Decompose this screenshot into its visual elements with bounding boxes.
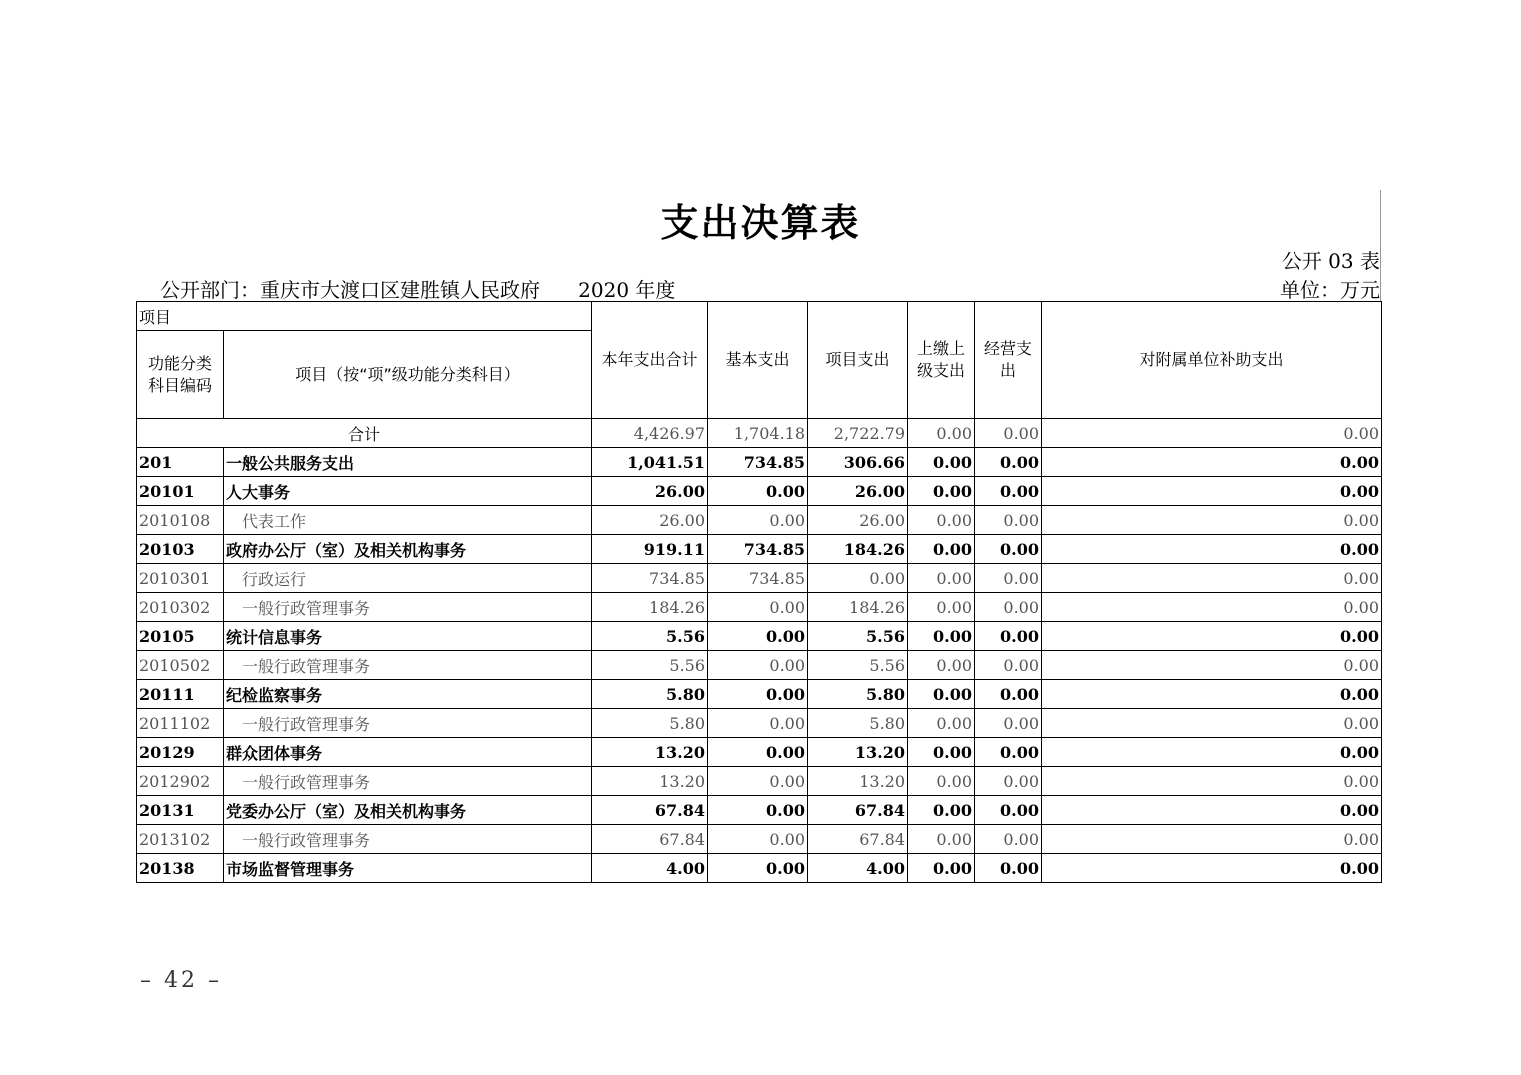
- cell-total: 67.84: [592, 825, 708, 854]
- table-row: [137, 535, 1382, 564]
- table-row: [137, 767, 1382, 796]
- cell-name: 市场监督管理事务: [224, 854, 592, 883]
- header-total: 本年支出合计: [592, 302, 708, 419]
- cell-basic: 0.00: [708, 767, 808, 796]
- cell-upper: 0.00: [908, 767, 975, 796]
- cell-name: 一般行政管理事务: [224, 593, 592, 622]
- cell-project: 13.20: [808, 738, 908, 767]
- total-basic: 1,704.18: [708, 419, 808, 448]
- cell-basic: 0.00: [708, 854, 808, 883]
- cell-operating: 0.00: [975, 709, 1042, 738]
- header-project: 项目支出: [808, 302, 908, 419]
- header-basic: 基本支出: [708, 302, 808, 419]
- cell-name: 一般公共服务支出: [224, 448, 592, 477]
- cell-subsidiary: 0.00: [1042, 738, 1382, 767]
- header-code-line1: 功能分类: [147, 353, 212, 373]
- cell-project: 13.20: [808, 767, 908, 796]
- cell-operating: 0.00: [975, 738, 1042, 767]
- total-project: 2,722.79: [808, 419, 908, 448]
- cell-project: 67.84: [808, 825, 908, 854]
- department-name: 公开部门：重庆市大渡口区建胜镇人民政府: [160, 278, 540, 302]
- cell-operating: 0.00: [975, 651, 1042, 680]
- total-label: 合计: [137, 419, 592, 448]
- header-code-line2: 科目编码: [147, 375, 212, 395]
- cell-operating: 0.00: [975, 622, 1042, 651]
- cell-basic: 0.00: [708, 738, 808, 767]
- cell-basic: 734.85: [708, 564, 808, 593]
- cell-upper: 0.00: [908, 448, 975, 477]
- cell-code: 20105: [137, 622, 224, 651]
- cell-subsidiary: 0.00: [1042, 680, 1382, 709]
- department-line: [160, 274, 675, 303]
- total-total: 4,426.97: [592, 419, 708, 448]
- cell-code: 20131: [137, 796, 224, 825]
- header-item: 项目: [137, 302, 592, 331]
- cell-name: 一般行政管理事务: [224, 767, 592, 796]
- cell-subsidiary: 0.00: [1042, 651, 1382, 680]
- cell-operating: 0.00: [975, 593, 1042, 622]
- cell-upper: 0.00: [908, 709, 975, 738]
- total-upper: 0.00: [908, 419, 975, 448]
- table-row: [137, 738, 1382, 767]
- cell-project: 26.00: [808, 506, 908, 535]
- table-row: [137, 506, 1382, 535]
- cell-project: 5.80: [808, 680, 908, 709]
- table-row: [137, 680, 1382, 709]
- cell-basic: 0.00: [708, 506, 808, 535]
- cell-operating: 0.00: [975, 767, 1042, 796]
- cell-code: 2010108: [137, 506, 224, 535]
- header-upper-level: [908, 302, 975, 419]
- cell-basic: 0.00: [708, 651, 808, 680]
- header-operating: [975, 302, 1042, 419]
- cell-operating: 0.00: [975, 506, 1042, 535]
- cell-total: 1,041.51: [592, 448, 708, 477]
- cell-project: 67.84: [808, 796, 908, 825]
- cell-total: 4.00: [592, 854, 708, 883]
- cell-upper: 0.00: [908, 506, 975, 535]
- cell-upper: 0.00: [908, 564, 975, 593]
- cell-code: 2011102: [137, 709, 224, 738]
- cell-subsidiary: 0.00: [1042, 593, 1382, 622]
- table-row: [137, 825, 1382, 854]
- cell-subsidiary: 0.00: [1042, 506, 1382, 535]
- cell-code: 2010302: [137, 593, 224, 622]
- cell-code: 2010502: [137, 651, 224, 680]
- cell-total: 26.00: [592, 506, 708, 535]
- cell-code: 201: [137, 448, 224, 477]
- form-number: 公开 03 表: [1281, 249, 1380, 273]
- cell-subsidiary: 0.00: [1042, 796, 1382, 825]
- page-number: – 42 –: [140, 968, 222, 993]
- cell-operating: 0.00: [975, 564, 1042, 593]
- cell-operating: 0.00: [975, 448, 1042, 477]
- cell-total: 26.00: [592, 477, 708, 506]
- total-row: [137, 419, 1382, 448]
- table-row: [137, 593, 1382, 622]
- table-row: [137, 709, 1382, 738]
- header-upper-line2: 级支出: [917, 361, 966, 380]
- cell-basic: 0.00: [708, 825, 808, 854]
- cell-name: 一般行政管理事务: [224, 651, 592, 680]
- total-subsidiary: 0.00: [1042, 419, 1382, 448]
- cell-subsidiary: 0.00: [1042, 477, 1382, 506]
- cell-upper: 0.00: [908, 593, 975, 622]
- cell-basic: 0.00: [708, 593, 808, 622]
- table-row: [137, 622, 1382, 651]
- cell-upper: 0.00: [908, 651, 975, 680]
- cell-name: 一般行政管理事务: [224, 709, 592, 738]
- cell-project: 0.00: [808, 564, 908, 593]
- cell-name: 代表工作: [224, 506, 592, 535]
- cell-code: 2013102: [137, 825, 224, 854]
- cell-upper: 0.00: [908, 854, 975, 883]
- table-row: [137, 448, 1382, 477]
- cell-total: 5.80: [592, 709, 708, 738]
- cell-project: 4.00: [808, 854, 908, 883]
- header-operating-line2: 出: [1000, 361, 1017, 380]
- cell-name: 党委办公厅（室）及相关机构事务: [224, 796, 592, 825]
- cell-name: 一般行政管理事务: [224, 825, 592, 854]
- cell-operating: 0.00: [975, 477, 1042, 506]
- expenditure-table: [136, 301, 1382, 883]
- header-subsidiary: 对附属单位补助支出: [1042, 302, 1382, 419]
- cell-operating: 0.00: [975, 680, 1042, 709]
- cell-subsidiary: 0.00: [1042, 535, 1382, 564]
- fiscal-year: 2020 年度: [578, 278, 676, 302]
- cell-basic: 0.00: [708, 796, 808, 825]
- header-upper-line1: 上缴上: [917, 339, 966, 358]
- cell-code: 20138: [137, 854, 224, 883]
- cell-total: 734.85: [592, 564, 708, 593]
- cell-operating: 0.00: [975, 854, 1042, 883]
- cell-project: 184.26: [808, 593, 908, 622]
- cell-upper: 0.00: [908, 680, 975, 709]
- cell-operating: 0.00: [975, 535, 1042, 564]
- cell-total: 919.11: [592, 535, 708, 564]
- cell-subsidiary: 0.00: [1042, 709, 1382, 738]
- cell-project: 5.56: [808, 622, 908, 651]
- cell-name: 群众团体事务: [224, 738, 592, 767]
- cell-basic: 734.85: [708, 535, 808, 564]
- cell-upper: 0.00: [908, 796, 975, 825]
- cell-name: 行政运行: [224, 564, 592, 593]
- cell-code: 20129: [137, 738, 224, 767]
- cell-subsidiary: 0.00: [1042, 564, 1382, 593]
- cell-total: 5.56: [592, 651, 708, 680]
- cell-operating: 0.00: [975, 796, 1042, 825]
- table-row: [137, 564, 1382, 593]
- cell-code: 20101: [137, 477, 224, 506]
- cell-basic: 734.85: [708, 448, 808, 477]
- cell-name: 政府办公厅（室）及相关机构事务: [224, 535, 592, 564]
- total-operating: 0.00: [975, 419, 1042, 448]
- cell-basic: 0.00: [708, 477, 808, 506]
- cell-total: 184.26: [592, 593, 708, 622]
- cell-subsidiary: 0.00: [1042, 767, 1382, 796]
- cell-operating: 0.00: [975, 825, 1042, 854]
- cell-total: 13.20: [592, 767, 708, 796]
- cell-code: 20103: [137, 535, 224, 564]
- cell-subsidiary: 0.00: [1042, 854, 1382, 883]
- cell-total: 13.20: [592, 738, 708, 767]
- table-row: [137, 796, 1382, 825]
- cell-upper: 0.00: [908, 825, 975, 854]
- cell-project: 306.66: [808, 448, 908, 477]
- cell-project: 5.80: [808, 709, 908, 738]
- cell-total: 5.80: [592, 680, 708, 709]
- cell-code: 20111: [137, 680, 224, 709]
- cell-name: 纪检监察事务: [224, 680, 592, 709]
- cell-basic: 0.00: [708, 709, 808, 738]
- header-operating-line1: 经营支: [984, 339, 1033, 358]
- header-name: 项目（按“项”级功能分类科目）: [224, 331, 592, 419]
- cell-project: 26.00: [808, 477, 908, 506]
- cell-subsidiary: 0.00: [1042, 622, 1382, 651]
- cell-upper: 0.00: [908, 535, 975, 564]
- table-row: [137, 854, 1382, 883]
- cell-name: 统计信息事务: [224, 622, 592, 651]
- header-code: [137, 331, 224, 419]
- table-row: [137, 651, 1382, 680]
- cell-total: 5.56: [592, 622, 708, 651]
- unit-label: 单位：万元: [1280, 278, 1380, 302]
- cell-project: 184.26: [808, 535, 908, 564]
- cell-upper: 0.00: [908, 477, 975, 506]
- cell-subsidiary: 0.00: [1042, 448, 1382, 477]
- cell-upper: 0.00: [908, 738, 975, 767]
- table-row: [137, 477, 1382, 506]
- cell-basic: 0.00: [708, 622, 808, 651]
- cell-total: 67.84: [592, 796, 708, 825]
- cell-basic: 0.00: [708, 680, 808, 709]
- cell-name: 人大事务: [224, 477, 592, 506]
- page-title: 支出决算表: [660, 201, 861, 245]
- cell-code: 2012902: [137, 767, 224, 796]
- cell-subsidiary: 0.00: [1042, 825, 1382, 854]
- cell-project: 5.56: [808, 651, 908, 680]
- cell-code: 2010301: [137, 564, 224, 593]
- cell-upper: 0.00: [908, 622, 975, 651]
